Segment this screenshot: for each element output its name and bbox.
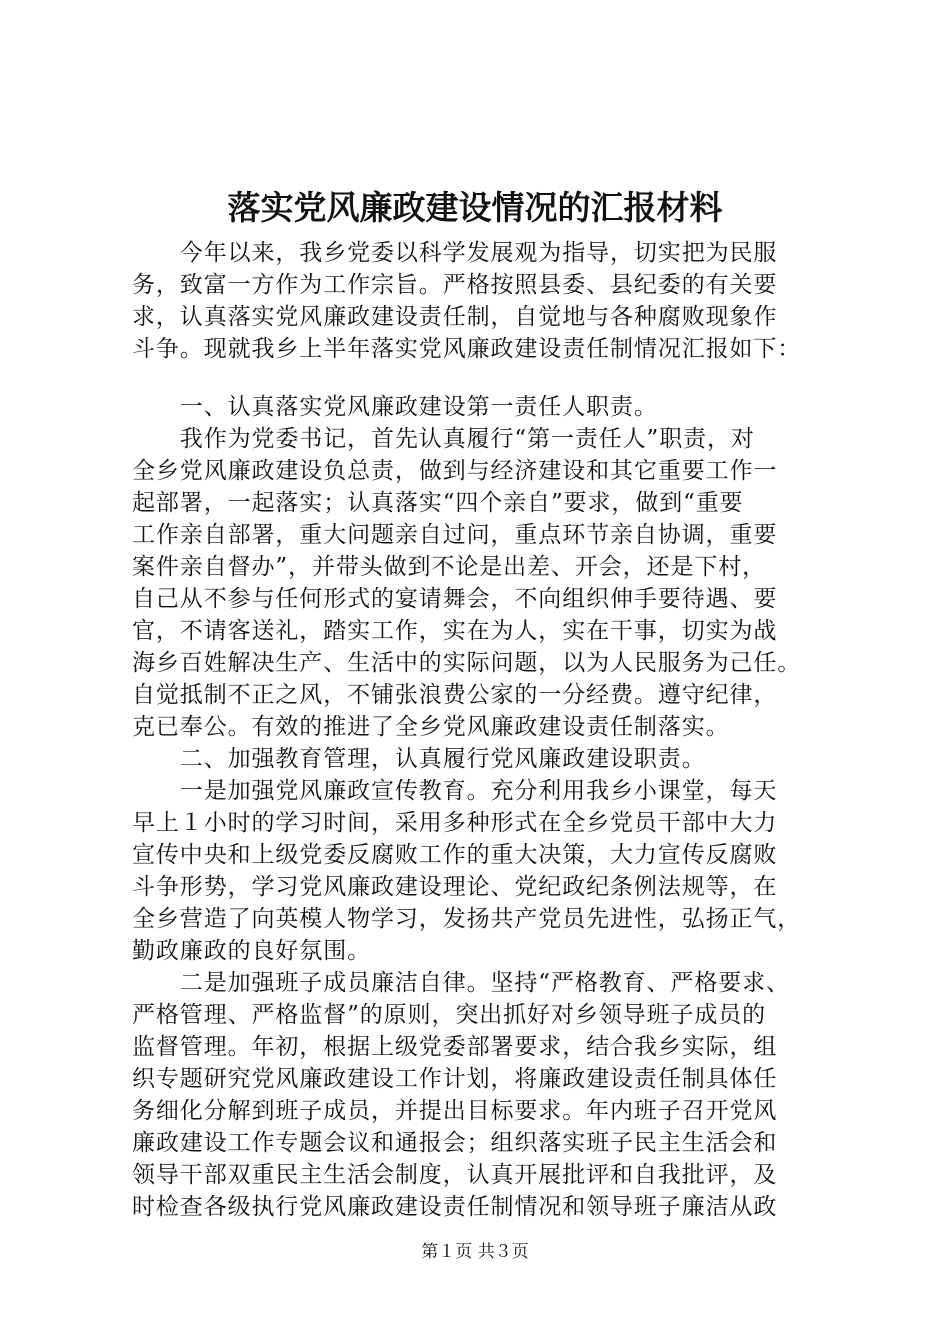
- paragraph-line: 案件亲自督办”，并带头做到不论是出差、开会，还是下村，: [132, 554, 767, 580]
- paragraph-line: 斗争形势，学习党风廉政建设理论、党纪政纪条例法规等，在: [132, 874, 778, 900]
- section-heading: 一、认真落实党风廉政建设第一责任人职责。: [132, 394, 658, 420]
- paragraph-line: 廉政建设工作专题会议和通报会；组织落实班子民主生活会和: [132, 1130, 778, 1156]
- paragraph-line: 严格管理、严格监督”的原则，突出抓好对乡领导班子成员的: [132, 1002, 767, 1028]
- paragraph-line: 自己从不参与任何形式的宴请舞会，不向组织伸手要待遇、要: [132, 586, 778, 612]
- paragraph-line: 早上１小时的学习时间，采用多种形式在全乡党员干部中大力: [132, 810, 778, 836]
- paragraph-line: 我作为党委书记，首先认真履行“第一责任人”职责，对: [132, 426, 755, 452]
- document-title: 落实党风廉政建设情况的汇报材料: [227, 188, 723, 227]
- paragraph-line: 领导干部双重民主生活会制度，认真开展批评和自我批评，及: [132, 1162, 778, 1188]
- paragraph-line: 一是加强党风廉政宣传教育。充分利用我乡小课堂，每天: [132, 778, 778, 804]
- paragraph-line: 勤政廉政的良好氛围。: [132, 938, 371, 964]
- paragraph-line: 官，不请客送礼，踏实工作，实在为人，实在干事，切实为战: [132, 618, 778, 644]
- paragraph-line: 起部署，一起落实；认真落实“四个亲自”要求，做到“重要: [132, 490, 744, 516]
- paragraph-line: 时检查各级执行党风廉政建设责任制情况和领导班子廉洁从政: [132, 1194, 778, 1220]
- paragraph-line: 全乡党风廉政建设负总责，做到与经济建设和其它重要工作一: [132, 458, 778, 484]
- section-heading: 二、加强教育管理，认真履行党风廉政建设职责。: [132, 746, 706, 772]
- paragraph-line: 务细化分解到班子成员，并提出目标要求。年内班子召开党风: [132, 1098, 778, 1124]
- paragraph-line: 斗争。现就我乡上半年落实党风廉政建设责任制情况汇报如下：: [132, 336, 802, 362]
- paragraph-line: 织专题研究党风廉政建设工作计划，将廉政建设责任制具体任: [132, 1066, 778, 1092]
- paragraph-line: 务，致富一方作为工作宗旨。严格按照县委、县纪委的有关要: [132, 272, 778, 298]
- paragraph-line: 二是加强班子成员廉洁自律。坚持“严格教育、严格要求、: [132, 970, 790, 996]
- paragraph-line: 今年以来，我乡党委以科学发展观为指导，切实把为民服: [132, 240, 778, 266]
- paragraph-line: 宣传中央和上级党委反腐败工作的重大决策，大力宣传反腐败: [132, 842, 778, 868]
- paragraph-line: 求，认真落实党风廉政建设责任制，自觉地与各种腐败现象作: [132, 304, 778, 330]
- paragraph-line: 监督管理。年初，根据上级党委部署要求，结合我乡实际，组: [132, 1034, 778, 1060]
- paragraph-line: 全乡营造了向英模人物学习，发扬共产党员先进性，弘扬正气，: [132, 906, 802, 932]
- page-number-footer: 第１页 共３页: [421, 1242, 529, 1262]
- paragraph-line: 工作亲自部署，重大问题亲自过问，重点环节亲自协调，重要: [132, 522, 778, 548]
- paragraph-line: 克已奉公。有效的推进了全乡党风廉政建设责任制落实。: [132, 714, 730, 740]
- paragraph-line: 海乡百姓解决生产、生活中的实际问题，以为人民服务为己任。: [132, 650, 802, 676]
- paragraph-line: 自觉抵制不正之风，不铺张浪费公家的一分经费。遵守纪律，: [132, 682, 778, 708]
